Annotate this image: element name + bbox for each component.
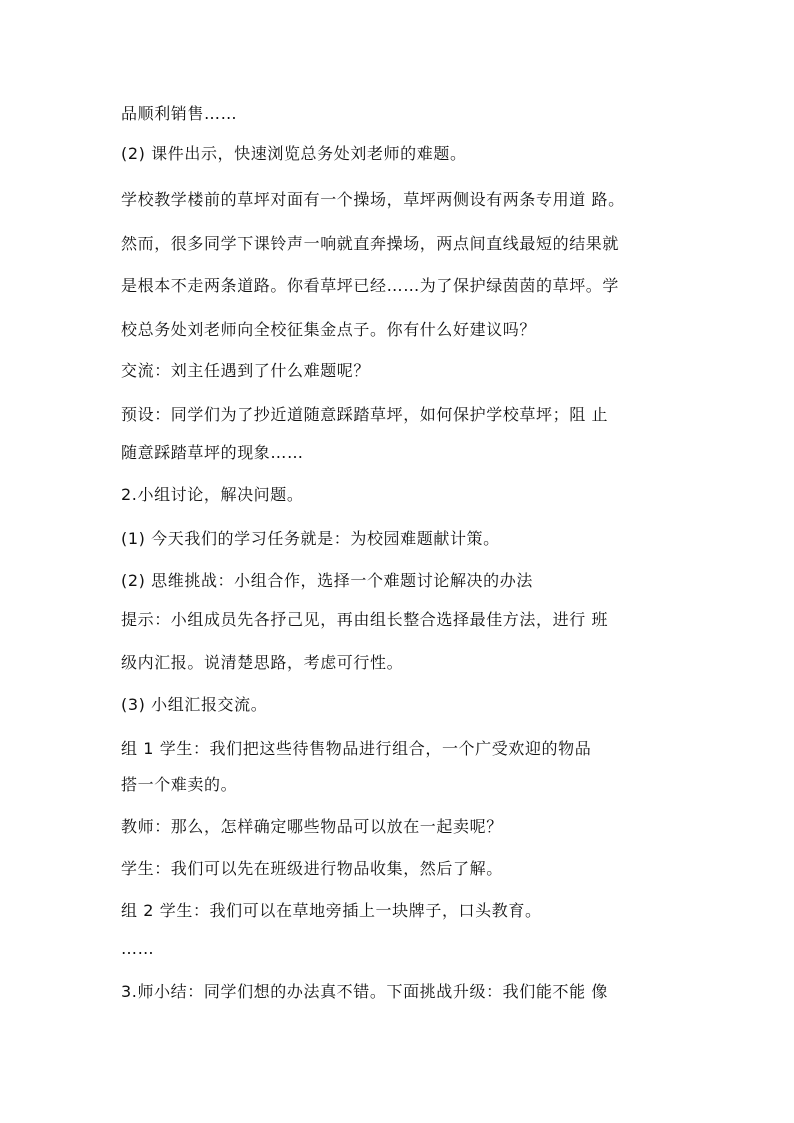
text-line-7: 交流：刘主任遇到了什么难题呢？	[121, 361, 371, 380]
text-line-13: 提示：小组成员先各抒己见，再由组长整合选择最佳方法，进行 班	[121, 610, 609, 629]
text-line-19: 学生：我们可以先在班级进行物品收集，然后了解。	[121, 859, 503, 878]
text-line-2: (2) 课件出示，快速浏览总务处刘老师的难题。	[121, 144, 467, 163]
text-line-18: 教师：那么，怎样确定哪些物品可以放在一起卖呢？	[121, 817, 503, 836]
text-line-15: (3) 小组汇报交流。	[121, 695, 268, 714]
text-line-6: 校总务处刘老师向全校征集金点子。你有什么好建议吗？	[121, 320, 537, 339]
text-line-8: 预设：同学们为了抄近道随意踩踏草坪，如何保护学校草坪；阻 止	[121, 405, 609, 424]
text-line-1: 品顺利销售……	[121, 104, 238, 123]
text-line-10: 2.小组讨论，解决问题。	[121, 485, 304, 504]
text-line-4: 然而，很多同学下课铃声一响就直奔操场，两点间直线最短的结果就	[121, 234, 620, 253]
text-line-9: 随意踩踏草坪的现象……	[121, 443, 304, 462]
text-line-20: 组 2 学生：我们可以在草地旁插上一块牌子，口头教育。	[121, 901, 542, 920]
text-line-11: (1) 今天我们的学习任务就是：为校园难题献计策。	[121, 529, 500, 548]
text-line-3: 学校教学楼前的草坪对面有一个操场，草坪两侧设有两条专用道 路。	[121, 190, 625, 209]
text-line-14: 级内汇报。说清楚思路，考虑可行性。	[121, 653, 404, 672]
text-line-17: 搭一个难卖的。	[121, 775, 238, 794]
text-line-22: 3.师小结：同学们想的办法真不错。下面挑战升级：我们能不能 像	[121, 982, 608, 1001]
text-line-5: 是根本不走两条道路。你看草坪已经……为了保护绿茵茵的草坪。学	[121, 276, 620, 295]
text-line-21: ……	[121, 939, 155, 958]
text-line-16: 组 1 学生：我们把这些待售物品进行组合，一个广受欢迎的物品	[121, 739, 592, 758]
text-line-12: (2) 思维挑战：小组合作，选择一个难题讨论解决的办法	[121, 571, 533, 590]
